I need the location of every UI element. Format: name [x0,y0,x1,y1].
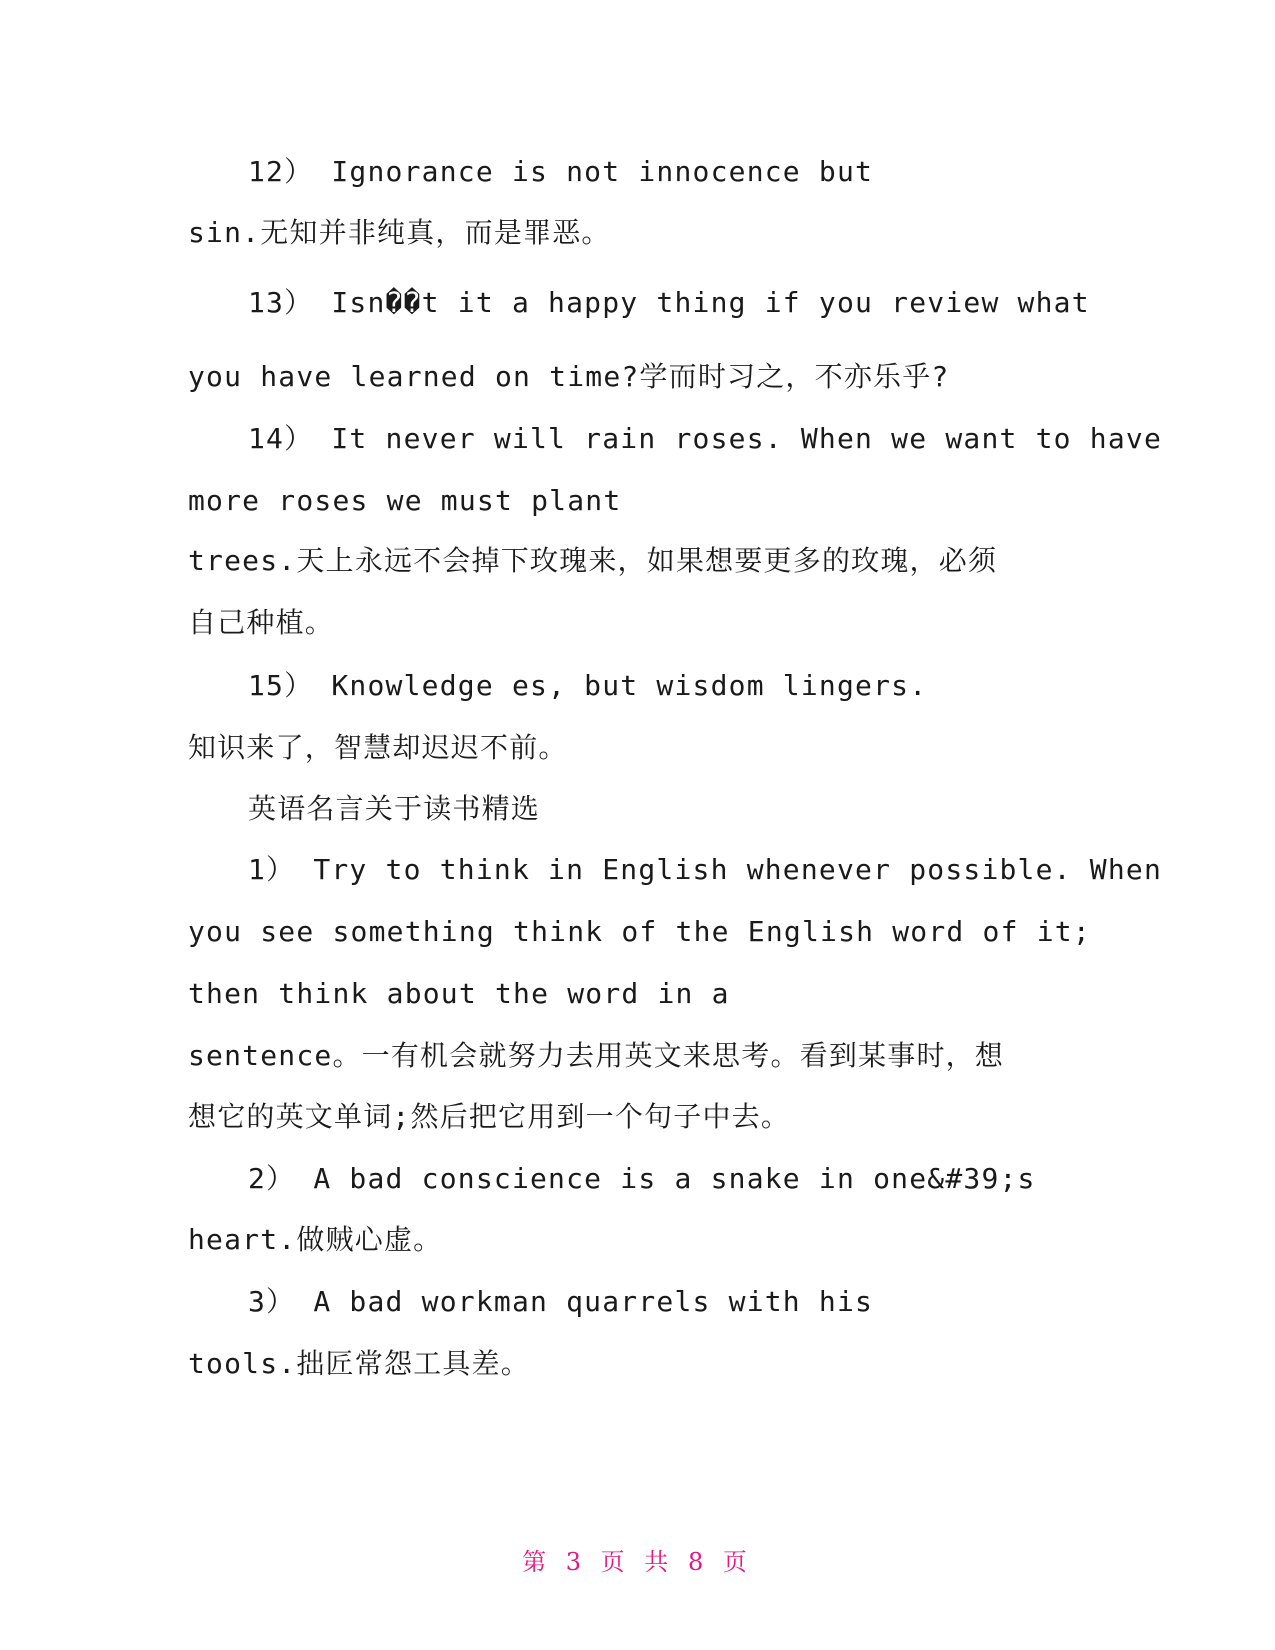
quote-12-line-1: 12） Ignorance is not innocence but [248,155,874,188]
page-footer: 第 3 页 共 8 页 [522,1548,753,1576]
quote-15-line-1: 15） Knowledge es, but wisdom lingers. [248,669,928,702]
quote-14-line-1: 14） It never will rain roses. When we want to have [248,422,1163,455]
quote-13-line-2: you have learned on time?学而时习之，不亦乐乎? [188,360,950,393]
reading-quote-1-line-2: you see something think of the English word of it; [188,915,1091,948]
quote-13-line-1: 13） Isn��t it a happy thing if you review what [248,286,1090,319]
section-heading: 英语名言关于读书精选 [248,792,541,825]
reading-quote-1-line-4: sentence。一有机会就努力去用英文来思考。看到某事时，想 [188,1039,1005,1072]
reading-quote-3-line-1: 3） A bad workman quarrels with his [248,1285,874,1318]
quote-14-line-2: more roses we must plant [188,484,622,517]
quote-14-line-4: 自己种植。 [188,606,335,639]
reading-quote-2-line-1: 2） A bad conscience is a snake in one&#39;s [248,1162,1036,1195]
reading-quote-2-line-2: heart.做贼心虚。 [188,1223,443,1256]
reading-quote-3-line-2: tools.拙匠常怨工具差。 [188,1347,530,1380]
reading-quote-1-line-1: 1） Try to think in English whenever possible. When [248,853,1163,886]
quote-14-line-3: trees.天上永远不会掉下玫瑰来，如果想要更多的玫瑰，必须 [188,544,998,577]
quote-15-line-2: 知识来了，智慧却迟迟不前。 [188,731,568,764]
reading-quote-1-line-3: then think about the word in a [188,977,730,1010]
reading-quote-1-line-5: 想它的英文单词;然后把它用到一个句子中去。 [188,1100,791,1133]
quote-12-line-2: sin.无知并非纯真，而是罪恶。 [188,216,611,249]
